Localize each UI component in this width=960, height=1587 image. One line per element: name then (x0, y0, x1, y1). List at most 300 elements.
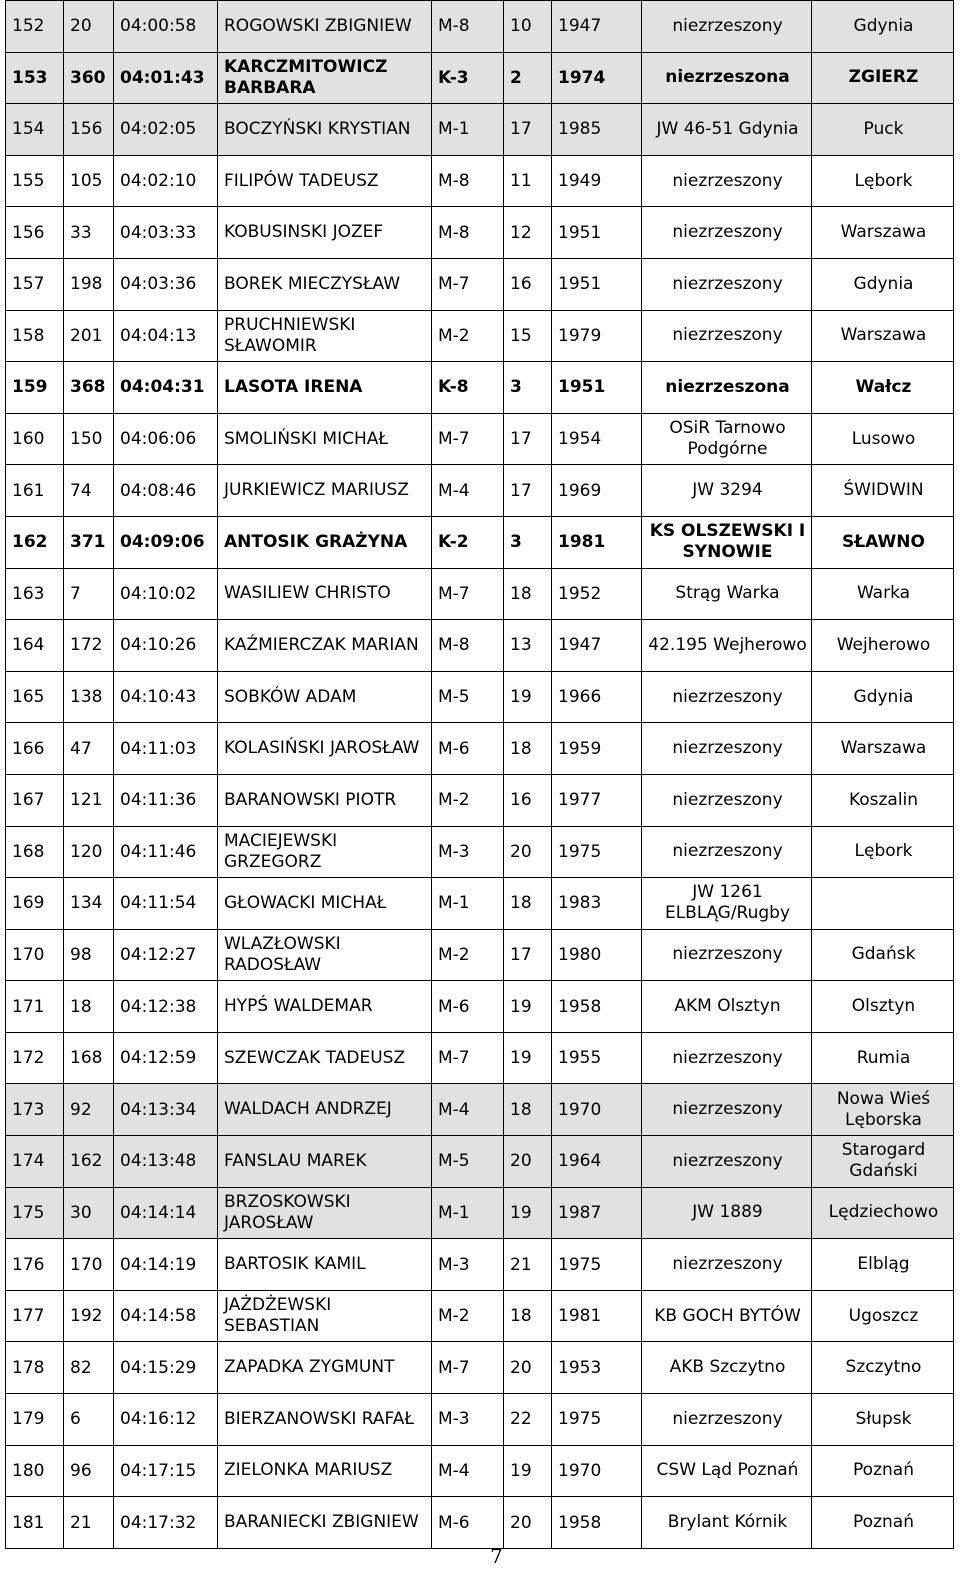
name-cell: ROGOWSKI ZBIGNIEW (218, 1, 432, 53)
city-cell: Warszawa (812, 310, 954, 362)
time-cell: 04:17:15 (114, 1445, 218, 1497)
category-place-cell: 18 (504, 1290, 552, 1342)
bib-cell: 138 (64, 671, 114, 723)
club-cell: niezrzeszony (642, 723, 812, 775)
name-cell: ZIELONKA MARIUSZ (218, 1445, 432, 1497)
club-cell: JW 1889 (642, 1187, 812, 1239)
bib-cell: 192 (64, 1290, 114, 1342)
birth-year-cell: 1969 (552, 465, 642, 517)
bib-cell: 172 (64, 620, 114, 672)
bib-cell: 105 (64, 155, 114, 207)
time-cell: 04:14:19 (114, 1239, 218, 1291)
city-cell: Lębork (812, 155, 954, 207)
results-table (5, 0, 954, 1549)
category-cell: M-7 (432, 1032, 504, 1084)
table-row (6, 981, 954, 1033)
bib-cell: 170 (64, 1239, 114, 1291)
name-cell: BOCZYŃSKI KRYSTIAN (218, 104, 432, 156)
bib-cell: 198 (64, 258, 114, 310)
name-cell: KARCZMITOWICZ BARBARA (218, 52, 432, 104)
bib-cell: 74 (64, 465, 114, 517)
birth-year-cell: 1947 (552, 620, 642, 672)
club-cell: Strąg Warka (642, 568, 812, 620)
table-row (6, 774, 954, 826)
place-cell: 154 (6, 104, 64, 156)
table-row (6, 413, 954, 465)
category-cell: M-8 (432, 207, 504, 259)
table-row (6, 671, 954, 723)
name-cell: BARANOWSKI PIOTR (218, 774, 432, 826)
club-cell: niezrzeszony (642, 671, 812, 723)
city-cell: SŁAWNO (812, 516, 954, 568)
bib-cell: 6 (64, 1394, 114, 1446)
bib-cell: 98 (64, 929, 114, 981)
category-cell: K-3 (432, 52, 504, 104)
category-cell: M-8 (432, 620, 504, 672)
table-row (6, 516, 954, 568)
birth-year-cell: 1980 (552, 929, 642, 981)
name-cell: WLAZŁOWSKI RADOSŁAW (218, 929, 432, 981)
birth-year-cell: 1974 (552, 52, 642, 104)
club-cell: 42.195 Wejherowo (642, 620, 812, 672)
place-cell: 174 (6, 1136, 64, 1188)
birth-year-cell: 1975 (552, 1394, 642, 1446)
bib-cell: 20 (64, 1, 114, 53)
name-cell: KOBUSINSKI JOZEF (218, 207, 432, 259)
table-row (6, 1497, 954, 1549)
club-cell: niezrzeszony (642, 1394, 812, 1446)
results-body (6, 1, 954, 1549)
category-place-cell: 17 (504, 413, 552, 465)
category-place-cell: 19 (504, 1032, 552, 1084)
table-row (6, 1187, 954, 1239)
name-cell: WASILIEW CHRISTO (218, 568, 432, 620)
birth-year-cell: 1958 (552, 981, 642, 1033)
city-cell: Starogard Gdański (812, 1136, 954, 1188)
club-cell: niezrzeszony (642, 310, 812, 362)
category-cell: M-4 (432, 465, 504, 517)
club-cell: JW 46-51 Gdynia (642, 104, 812, 156)
category-cell: M-2 (432, 774, 504, 826)
birth-year-cell: 1959 (552, 723, 642, 775)
birth-year-cell: 1958 (552, 1497, 642, 1549)
table-row (6, 620, 954, 672)
table-row (6, 207, 954, 259)
city-cell: Poznań (812, 1497, 954, 1549)
city-cell: Wałcz (812, 362, 954, 414)
name-cell: PRUCHNIEWSKI SŁAWOMIR (218, 310, 432, 362)
city-cell: Szczytno (812, 1342, 954, 1394)
name-cell: BRZOSKOWSKI JAROSŁAW (218, 1187, 432, 1239)
category-cell: M-1 (432, 878, 504, 930)
category-cell: M-8 (432, 1, 504, 53)
category-cell: M-3 (432, 1239, 504, 1291)
time-cell: 04:11:36 (114, 774, 218, 826)
time-cell: 04:11:54 (114, 878, 218, 930)
category-cell: K-2 (432, 516, 504, 568)
city-cell: Gdynia (812, 1, 954, 53)
city-cell: Lębork (812, 826, 954, 878)
name-cell: BARTOSIK KAMIL (218, 1239, 432, 1291)
place-cell: 157 (6, 258, 64, 310)
birth-year-cell: 1951 (552, 258, 642, 310)
city-cell: Ugoszcz (812, 1290, 954, 1342)
time-cell: 04:10:43 (114, 671, 218, 723)
birth-year-cell: 1983 (552, 878, 642, 930)
name-cell: BARANIECKI ZBIGNIEW (218, 1497, 432, 1549)
table-row (6, 1239, 954, 1291)
time-cell: 04:03:33 (114, 207, 218, 259)
bib-cell: 162 (64, 1136, 114, 1188)
birth-year-cell: 1975 (552, 1239, 642, 1291)
time-cell: 04:00:58 (114, 1, 218, 53)
club-cell: KS OLSZEWSKI I SYNOWIE (642, 516, 812, 568)
category-place-cell: 22 (504, 1394, 552, 1446)
city-cell: Gdańsk (812, 929, 954, 981)
city-cell: Lusowo (812, 413, 954, 465)
time-cell: 04:08:46 (114, 465, 218, 517)
birth-year-cell: 1951 (552, 207, 642, 259)
bib-cell: 82 (64, 1342, 114, 1394)
place-cell: 162 (6, 516, 64, 568)
place-cell: 170 (6, 929, 64, 981)
category-cell: M-3 (432, 1394, 504, 1446)
place-cell: 166 (6, 723, 64, 775)
city-cell (812, 878, 954, 930)
place-cell: 159 (6, 362, 64, 414)
place-cell: 175 (6, 1187, 64, 1239)
club-cell: KB GOCH BYTÓW (642, 1290, 812, 1342)
birth-year-cell: 1970 (552, 1084, 642, 1136)
category-cell: M-5 (432, 1136, 504, 1188)
category-place-cell: 17 (504, 104, 552, 156)
table-row (6, 362, 954, 414)
club-cell: niezrzeszony (642, 207, 812, 259)
category-cell: M-2 (432, 310, 504, 362)
place-cell: 172 (6, 1032, 64, 1084)
category-cell: M-7 (432, 1342, 504, 1394)
table-row (6, 52, 954, 104)
table-row (6, 1084, 954, 1136)
name-cell: MACIEJEWSKI GRZEGORZ (218, 826, 432, 878)
table-row (6, 155, 954, 207)
bib-cell: 150 (64, 413, 114, 465)
city-cell: Lędziechowo (812, 1187, 954, 1239)
category-place-cell: 16 (504, 258, 552, 310)
club-cell: niezrzeszony (642, 774, 812, 826)
category-cell: M-8 (432, 155, 504, 207)
category-place-cell: 18 (504, 878, 552, 930)
time-cell: 04:10:26 (114, 620, 218, 672)
birth-year-cell: 1954 (552, 413, 642, 465)
place-cell: 171 (6, 981, 64, 1033)
time-cell: 04:12:27 (114, 929, 218, 981)
place-cell: 178 (6, 1342, 64, 1394)
club-cell: niezrzeszony (642, 258, 812, 310)
birth-year-cell: 1955 (552, 1032, 642, 1084)
city-cell: Warszawa (812, 723, 954, 775)
city-cell: Warka (812, 568, 954, 620)
place-cell: 152 (6, 1, 64, 53)
category-place-cell: 19 (504, 1445, 552, 1497)
club-cell: niezrzeszony (642, 826, 812, 878)
category-cell: M-5 (432, 671, 504, 723)
name-cell: JURKIEWICZ MARIUSZ (218, 465, 432, 517)
category-place-cell: 20 (504, 1136, 552, 1188)
table-row (6, 1394, 954, 1446)
time-cell: 04:14:58 (114, 1290, 218, 1342)
bib-cell: 96 (64, 1445, 114, 1497)
city-cell: Nowa Wieś Lęborska (812, 1084, 954, 1136)
table-row (6, 310, 954, 362)
time-cell: 04:04:31 (114, 362, 218, 414)
birth-year-cell: 1987 (552, 1187, 642, 1239)
category-cell: M-2 (432, 1290, 504, 1342)
club-cell: niezrzeszony (642, 1136, 812, 1188)
place-cell: 153 (6, 52, 64, 104)
category-cell: K-8 (432, 362, 504, 414)
name-cell: FANSLAU MAREK (218, 1136, 432, 1188)
category-place-cell: 16 (504, 774, 552, 826)
name-cell: WALDACH ANDRZEJ (218, 1084, 432, 1136)
bib-cell: 30 (64, 1187, 114, 1239)
city-cell: Elbląg (812, 1239, 954, 1291)
category-place-cell: 12 (504, 207, 552, 259)
place-cell: 155 (6, 155, 64, 207)
club-cell: niezrzeszony (642, 929, 812, 981)
time-cell: 04:10:02 (114, 568, 218, 620)
time-cell: 04:06:06 (114, 413, 218, 465)
name-cell: JAŻDŻEWSKI SEBASTIAN (218, 1290, 432, 1342)
place-cell: 161 (6, 465, 64, 517)
name-cell: SMOLIŃSKI MICHAŁ (218, 413, 432, 465)
birth-year-cell: 1981 (552, 1290, 642, 1342)
city-cell: ZGIERZ (812, 52, 954, 104)
club-cell: niezrzeszony (642, 1, 812, 53)
table-row (6, 1032, 954, 1084)
club-cell: niezrzeszony (642, 1032, 812, 1084)
table-row (6, 826, 954, 878)
bib-cell: 21 (64, 1497, 114, 1549)
category-place-cell: 19 (504, 671, 552, 723)
time-cell: 04:11:03 (114, 723, 218, 775)
category-place-cell: 20 (504, 1497, 552, 1549)
place-cell: 165 (6, 671, 64, 723)
page-number: 7 (490, 1544, 503, 1568)
name-cell: KOLASIŃSKI JAROSŁAW (218, 723, 432, 775)
club-cell: niezrzeszona (642, 362, 812, 414)
birth-year-cell: 1949 (552, 155, 642, 207)
place-cell: 168 (6, 826, 64, 878)
club-cell: niezrzeszony (642, 155, 812, 207)
birth-year-cell: 1952 (552, 568, 642, 620)
category-cell: M-4 (432, 1445, 504, 1497)
time-cell: 04:13:34 (114, 1084, 218, 1136)
birth-year-cell: 1947 (552, 1, 642, 53)
club-cell: AKB Szczytno (642, 1342, 812, 1394)
category-place-cell: 17 (504, 465, 552, 517)
bib-cell: 92 (64, 1084, 114, 1136)
club-cell: niezrzeszony (642, 1239, 812, 1291)
club-cell: JW 1261 ELBLĄG/Rugby (642, 878, 812, 930)
name-cell: SOBKÓW ADAM (218, 671, 432, 723)
bib-cell: 368 (64, 362, 114, 414)
category-place-cell: 17 (504, 929, 552, 981)
place-cell: 156 (6, 207, 64, 259)
table-row (6, 1136, 954, 1188)
city-cell: Wejherowo (812, 620, 954, 672)
table-row (6, 1342, 954, 1394)
bib-cell: 360 (64, 52, 114, 104)
birth-year-cell: 1981 (552, 516, 642, 568)
place-cell: 177 (6, 1290, 64, 1342)
bib-cell: 134 (64, 878, 114, 930)
time-cell: 04:09:06 (114, 516, 218, 568)
name-cell: KAŹMIERCZAK MARIAN (218, 620, 432, 672)
table-row (6, 1290, 954, 1342)
birth-year-cell: 1979 (552, 310, 642, 362)
place-cell: 163 (6, 568, 64, 620)
name-cell: BOREK MIECZYSŁAW (218, 258, 432, 310)
place-cell: 173 (6, 1084, 64, 1136)
table-row (6, 723, 954, 775)
table-row (6, 929, 954, 981)
time-cell: 04:04:13 (114, 310, 218, 362)
birth-year-cell: 1985 (552, 104, 642, 156)
place-cell: 160 (6, 413, 64, 465)
time-cell: 04:12:38 (114, 981, 218, 1033)
time-cell: 04:02:05 (114, 104, 218, 156)
name-cell: ANTOSIK GRAŻYNA (218, 516, 432, 568)
category-place-cell: 19 (504, 981, 552, 1033)
name-cell: SZEWCZAK TADEUSZ (218, 1032, 432, 1084)
place-cell: 181 (6, 1497, 64, 1549)
place-cell: 164 (6, 620, 64, 672)
city-cell: Warszawa (812, 207, 954, 259)
bib-cell: 371 (64, 516, 114, 568)
table-row (6, 258, 954, 310)
category-cell: M-3 (432, 826, 504, 878)
bib-cell: 201 (64, 310, 114, 362)
bib-cell: 33 (64, 207, 114, 259)
birth-year-cell: 1966 (552, 671, 642, 723)
category-place-cell: 21 (504, 1239, 552, 1291)
bib-cell: 120 (64, 826, 114, 878)
table-row (6, 104, 954, 156)
category-cell: M-6 (432, 981, 504, 1033)
bib-cell: 7 (64, 568, 114, 620)
club-cell: AKM Olsztyn (642, 981, 812, 1033)
time-cell: 04:02:10 (114, 155, 218, 207)
category-place-cell: 3 (504, 362, 552, 414)
time-cell: 04:01:43 (114, 52, 218, 104)
name-cell: HYPŚ WALDEMAR (218, 981, 432, 1033)
bib-cell: 156 (64, 104, 114, 156)
place-cell: 179 (6, 1394, 64, 1446)
club-cell: CSW Ląd Poznań (642, 1445, 812, 1497)
table-row (6, 1445, 954, 1497)
place-cell: 167 (6, 774, 64, 826)
time-cell: 04:03:36 (114, 258, 218, 310)
place-cell: 169 (6, 878, 64, 930)
category-place-cell: 18 (504, 1084, 552, 1136)
category-cell: M-1 (432, 1187, 504, 1239)
bib-cell: 18 (64, 981, 114, 1033)
city-cell: ŚWIDWIN (812, 465, 954, 517)
city-cell: Puck (812, 104, 954, 156)
time-cell: 04:16:12 (114, 1394, 218, 1446)
name-cell: BIERZANOWSKI RAFAŁ (218, 1394, 432, 1446)
place-cell: 176 (6, 1239, 64, 1291)
category-place-cell: 18 (504, 723, 552, 775)
category-cell: M-2 (432, 929, 504, 981)
city-cell: Olsztyn (812, 981, 954, 1033)
club-cell: Brylant Kórnik (642, 1497, 812, 1549)
category-place-cell: 19 (504, 1187, 552, 1239)
category-cell: M-7 (432, 258, 504, 310)
place-cell: 180 (6, 1445, 64, 1497)
birth-year-cell: 1951 (552, 362, 642, 414)
club-cell: niezrzeszona (642, 52, 812, 104)
category-place-cell: 20 (504, 826, 552, 878)
city-cell: Poznań (812, 1445, 954, 1497)
place-cell: 158 (6, 310, 64, 362)
club-cell: niezrzeszony (642, 1084, 812, 1136)
name-cell: ZAPADKA ZYGMUNT (218, 1342, 432, 1394)
category-place-cell: 11 (504, 155, 552, 207)
time-cell: 04:12:59 (114, 1032, 218, 1084)
birth-year-cell: 1970 (552, 1445, 642, 1497)
category-cell: M-4 (432, 1084, 504, 1136)
time-cell: 04:14:14 (114, 1187, 218, 1239)
table-row (6, 1, 954, 53)
time-cell: 04:15:29 (114, 1342, 218, 1394)
category-place-cell: 15 (504, 310, 552, 362)
time-cell: 04:13:48 (114, 1136, 218, 1188)
category-place-cell: 2 (504, 52, 552, 104)
club-cell: JW 3294 (642, 465, 812, 517)
table-row (6, 568, 954, 620)
city-cell: Rumia (812, 1032, 954, 1084)
city-cell: Gdynia (812, 671, 954, 723)
category-cell: M-6 (432, 723, 504, 775)
category-cell: M-1 (432, 104, 504, 156)
name-cell: FILIPÓW TADEUSZ (218, 155, 432, 207)
category-place-cell: 18 (504, 568, 552, 620)
name-cell: LASOTA IRENA (218, 362, 432, 414)
category-cell: M-7 (432, 568, 504, 620)
category-place-cell: 13 (504, 620, 552, 672)
category-place-cell: 3 (504, 516, 552, 568)
table-row (6, 465, 954, 517)
birth-year-cell: 1964 (552, 1136, 642, 1188)
category-place-cell: 20 (504, 1342, 552, 1394)
category-place-cell: 10 (504, 1, 552, 53)
table-row (6, 878, 954, 930)
category-cell: M-6 (432, 1497, 504, 1549)
club-cell: OSiR Tarnowo Podgórne (642, 413, 812, 465)
bib-cell: 47 (64, 723, 114, 775)
category-cell: M-7 (432, 413, 504, 465)
city-cell: Koszalin (812, 774, 954, 826)
time-cell: 04:17:32 (114, 1497, 218, 1549)
birth-year-cell: 1975 (552, 826, 642, 878)
birth-year-cell: 1977 (552, 774, 642, 826)
birth-year-cell: 1953 (552, 1342, 642, 1394)
bib-cell: 121 (64, 774, 114, 826)
city-cell: Gdynia (812, 258, 954, 310)
time-cell: 04:11:46 (114, 826, 218, 878)
